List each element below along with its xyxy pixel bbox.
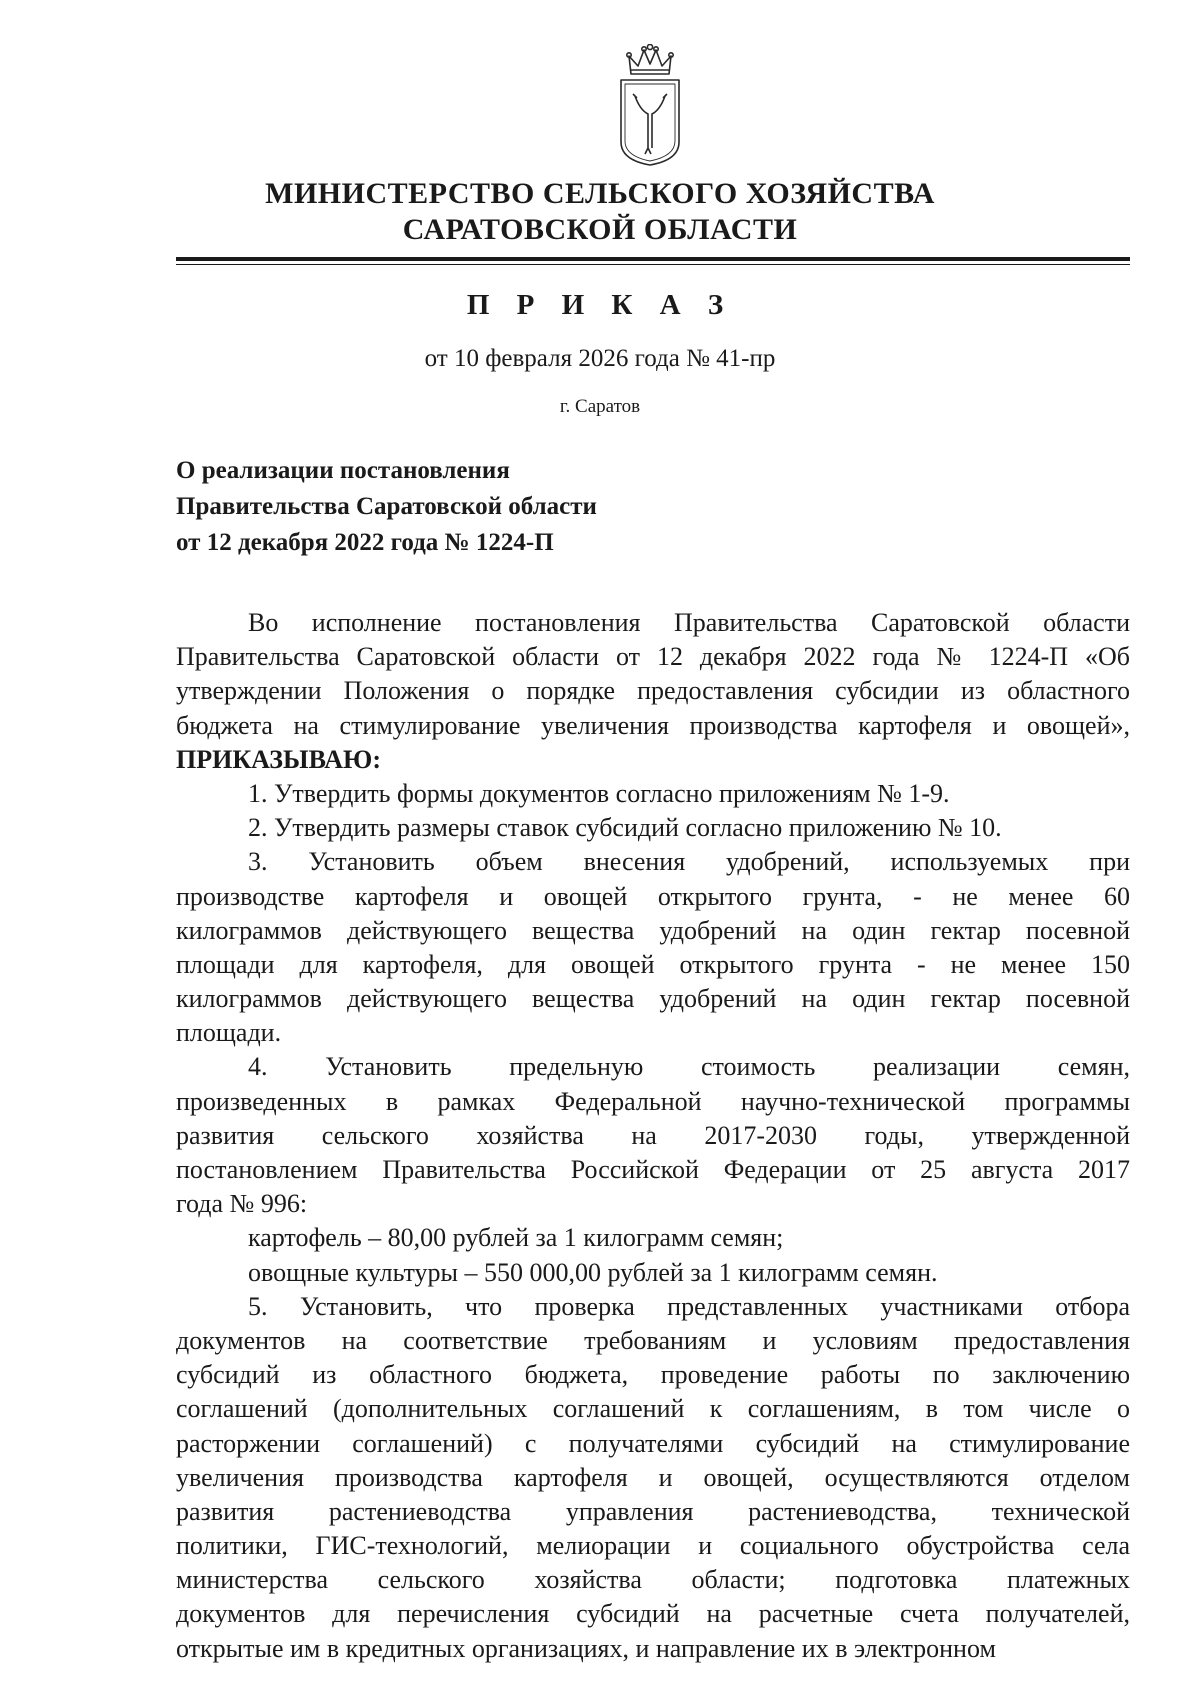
saratov-coat-of-arms-icon — [617, 44, 683, 168]
item-4-line: 4. Установить предельную стоимость реализации семян, — [248, 1052, 1130, 1082]
order-word: ПРИКАЗЫВАЮ: — [176, 744, 381, 774]
ministry-name-line2: САРАТОВСКОЙ ОБЛАСТИ — [402, 213, 798, 246]
order-body — [176, 606, 1130, 1666]
subject-line: О реализации постановления — [176, 457, 510, 484]
item-3-line: площади. — [176, 1018, 282, 1048]
item-1: 1. Утвердить формы документов согласно приложениям № 1-9. — [248, 778, 950, 808]
preamble-line: бюджета на стимулирование увеличения производства картофеля и овощей», — [176, 710, 1130, 740]
order-subject — [176, 453, 876, 561]
item-5-line: документов на соответствие требованиям и условиям предоставления — [176, 1325, 1130, 1355]
order-title: П Р И К А З — [466, 289, 734, 321]
item-3-line: площади для картофеля, для овощей открытого грунта - не менее 150 — [176, 949, 1130, 979]
header-divider-thick — [176, 257, 1130, 261]
item-3-line: 3. Установить объем внесения удобрений, используемых при — [248, 847, 1130, 877]
vegetable-seed-price: овощные культуры – 550 000,00 рублей за 1 килограмм семян. — [248, 1257, 938, 1287]
item-2: 2. Утвердить размеры ставок субсидий согласно приложению № 10. — [248, 813, 1002, 843]
item-4-line: года № 996: — [176, 1189, 308, 1219]
item-3-line: килограммов действующего вещества удобрений на один гектар посевной — [176, 915, 1130, 945]
item-5-line: документов для перечисления субсидий на расчетные счета получателей, — [176, 1599, 1130, 1629]
item-5-line: увеличения производства картофеля и овощей, осуществляются отделом — [176, 1462, 1130, 1492]
item-5-line: политики, ГИС-технологий, мелиорации и социального обустройства села — [176, 1531, 1130, 1561]
item-5-line: открытые им в кредитных организациях, и направление их в электронном — [176, 1633, 996, 1663]
preamble-line: утверждении Положения о порядке предоставления субсидии из областного — [176, 676, 1130, 706]
ministry-name-line1: МИНИСТЕРСТВО СЕЛЬСКОГО ХОЗЯЙСТВА — [265, 177, 935, 210]
preamble-line: Правительства Саратовской области от 12 декабря 2022 года № 1224-П «Об — [176, 642, 1130, 672]
item-4-line: постановлением Правительства Российской Федерации от 25 августа 2017 — [176, 1155, 1130, 1184]
item-5-line: развития растениеводства управления растениеводства, технической — [176, 1496, 1130, 1526]
item-5-line: 5. Установить, что проверка представленных участниками отбора — [248, 1291, 1130, 1321]
item-4-line: произведенных в рамках Федеральной научно-технической программы — [176, 1086, 1130, 1116]
subject-line: от 12 декабря 2022 года № 1224-П — [176, 529, 554, 556]
item-3-line: производстве картофеля и овощей открытого грунта, - не менее 60 — [176, 881, 1130, 911]
item-3-line: килограммов действующего вещества удобрений на один гектар посевной — [176, 984, 1130, 1014]
header-divider-thin — [176, 264, 1130, 265]
preamble-line: Во исполнение постановления Правительства Саратовской области — [248, 608, 1130, 637]
order-city: г. Саратов — [559, 396, 641, 417]
item-4-line: развития сельского хозяйства на 2017-2030 годы, утвержденной — [176, 1120, 1130, 1150]
item-5-line: расторжении соглашений) с получателями субсидий на стимулирование — [176, 1428, 1130, 1458]
potato-seed-price: картофель – 80,00 рублей за 1 килограмм семян; — [248, 1223, 784, 1253]
item-5-line: министерства сельского хозяйства области; подготовка платежных — [176, 1565, 1130, 1595]
order-date-number: от 10 февраля 2026 года № 41-пр — [424, 345, 776, 372]
item-5-line: субсидий из областного бюджета, проведение работы по заключению — [176, 1360, 1130, 1390]
item-5-line: соглашений (дополнительных соглашений к соглашениям, в том числе о — [176, 1394, 1130, 1424]
subject-line: Правительства Саратовской области — [176, 493, 597, 520]
